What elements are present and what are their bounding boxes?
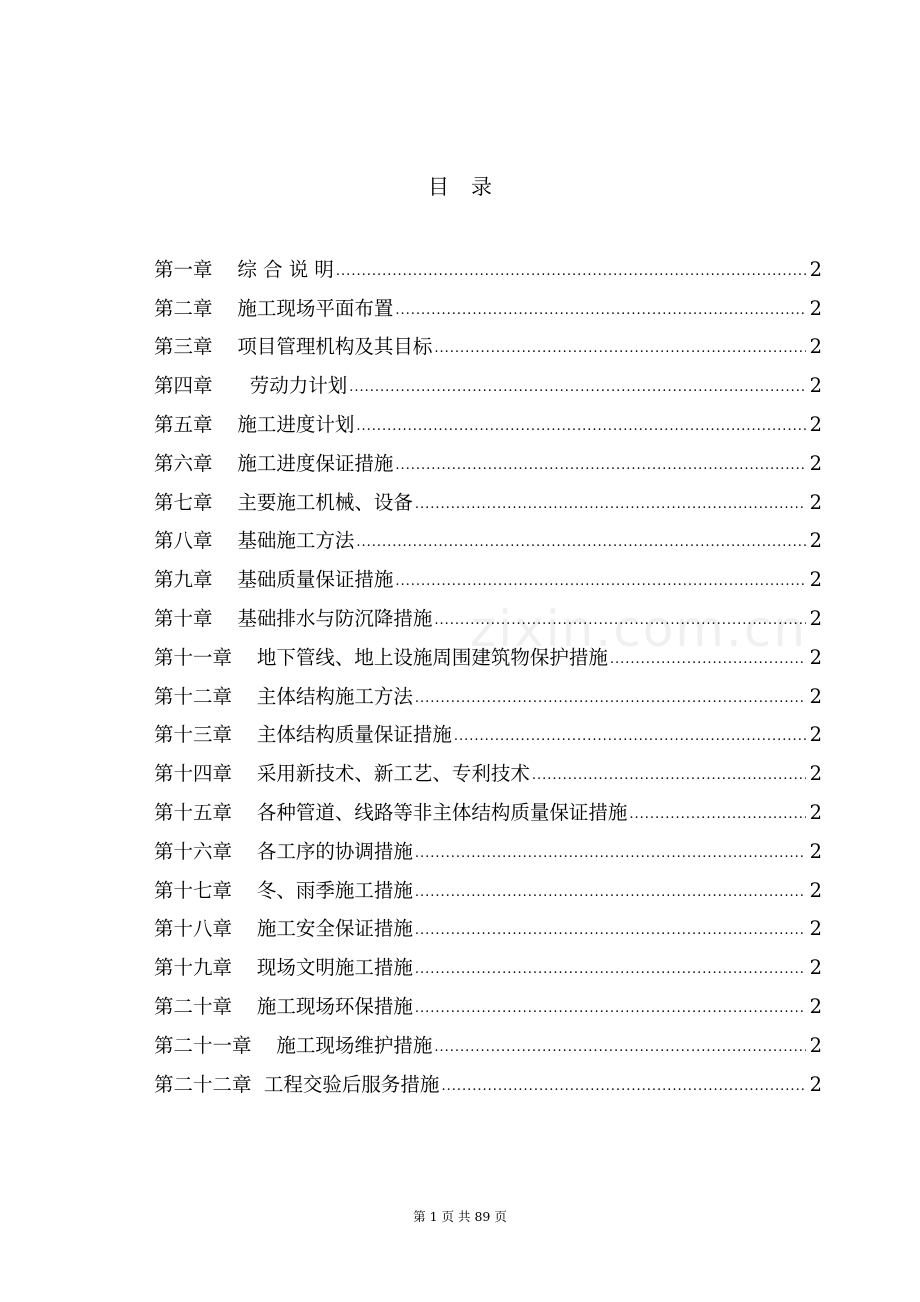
dot-leader: [532, 769, 806, 782]
toc-chapter-title: 基础排水与防沉降措施: [237, 606, 433, 630]
toc-page-number: 2: [809, 994, 822, 1018]
toc-page-number: 2: [809, 529, 822, 553]
dot-leader: [395, 575, 806, 588]
toc-chapter-number: 第八章: [154, 529, 213, 553]
title-char-1: 目: [428, 175, 449, 199]
toc-gap: [213, 335, 238, 359]
toc-chapter-title: 主体结构施工方法: [256, 684, 413, 708]
toc-page-number: 2: [809, 1072, 822, 1096]
toc-chapter-title: 劳动力计划: [249, 374, 348, 398]
toc-page-number: 2: [809, 568, 822, 592]
toc-gap: [213, 297, 238, 321]
toc-entry[interactable]: [154, 476, 822, 515]
toc-chapter-number: 第九章: [154, 568, 213, 592]
toc-chapter-title: 主要施工机械、设备: [237, 490, 413, 514]
toc-chapter-title: 施工进度计划: [237, 412, 355, 436]
toc-chapter-number: 第二十章: [154, 994, 233, 1018]
watermark: zixin.com.cn: [470, 600, 808, 658]
toc-gap: [213, 529, 238, 553]
page-title: [0, 171, 920, 201]
toc-chapter-title: 各种管道、线路等非主体结构质量保证措施: [256, 800, 628, 824]
toc-entry[interactable]: [154, 321, 822, 360]
toc-chapter-title: 施工现场维护措施: [276, 1033, 433, 1057]
toc-page-number: 2: [809, 645, 822, 669]
toc-entry[interactable]: [154, 786, 822, 825]
dot-leader: [454, 730, 806, 743]
toc-entry[interactable]: [154, 1058, 822, 1097]
toc-chapter-number: 第一章: [154, 257, 213, 281]
toc-chapter-number: 第十二章: [154, 684, 233, 708]
toc-chapter-title: 基础质量保证措施: [237, 568, 394, 592]
dot-leader: [415, 886, 806, 899]
toc-gap: [232, 840, 257, 864]
toc-page-number: 2: [809, 723, 822, 747]
toc-chapter-title: 现场文明施工措施: [256, 956, 413, 980]
toc-entry[interactable]: [154, 398, 822, 437]
dot-leader: [610, 653, 806, 666]
toc-page-number: 2: [809, 956, 822, 980]
toc-gap: [252, 1073, 264, 1097]
toc-gap: [213, 258, 238, 282]
toc-chapter-title: 项目管理机构及其目标: [237, 335, 433, 359]
toc-entry[interactable]: [154, 747, 822, 786]
dot-leader: [356, 536, 806, 549]
toc-chapter-number: 第十章: [154, 606, 213, 630]
toc-entry[interactable]: [154, 631, 822, 670]
toc-gap: [232, 685, 257, 709]
toc-entry[interactable]: [154, 243, 822, 282]
toc-chapter-number: 第四章: [154, 374, 213, 398]
dot-leader: [434, 1041, 806, 1054]
table-of-contents: [154, 243, 822, 1097]
toc-page-number: 2: [809, 296, 822, 320]
toc-entry[interactable]: [154, 553, 822, 592]
toc-chapter-title: 综 合 说 明: [237, 257, 334, 281]
toc-chapter-number: 第十七章: [154, 878, 233, 902]
toc-entry[interactable]: [154, 825, 822, 864]
toc-chapter-number: 第十五章: [154, 800, 233, 824]
toc-entry[interactable]: [154, 709, 822, 748]
toc-chapter-title: 工程交验后服务措施: [263, 1072, 440, 1096]
toc-page-number: 2: [809, 800, 822, 824]
toc-chapter-number: 第二章: [154, 296, 213, 320]
dot-leader: [415, 692, 806, 705]
dot-leader: [441, 1080, 806, 1093]
toc-entry[interactable]: [154, 941, 822, 980]
toc-page-number: 2: [809, 451, 822, 475]
dot-leader: [415, 924, 806, 937]
toc-entry[interactable]: [154, 980, 822, 1019]
dot-leader: [395, 459, 806, 472]
toc-chapter-title: 各工序的协调措施: [256, 839, 413, 863]
toc-chapter-title: 施工现场环保措施: [256, 994, 413, 1018]
toc-chapter-title: 施工现场平面布置: [237, 296, 394, 320]
dot-leader: [434, 614, 806, 627]
toc-gap: [232, 879, 257, 903]
toc-gap: [213, 491, 238, 515]
toc-page-number: 2: [809, 917, 822, 941]
dot-leader: [415, 498, 806, 511]
toc-chapter-title: 主体结构质量保证措施: [256, 723, 452, 747]
toc-gap: [252, 1034, 277, 1058]
toc-gap: [213, 452, 238, 476]
toc-page-number: 2: [809, 257, 822, 281]
toc-chapter-number: 第十一章: [154, 645, 233, 669]
toc-gap: [232, 723, 257, 747]
page-footer: 第 1 页 共 89 页: [413, 1209, 507, 1224]
toc-chapter-number: 第七章: [154, 490, 213, 514]
toc-page-number: 2: [809, 684, 822, 708]
dot-leader: [395, 304, 806, 317]
toc-gap: [213, 413, 238, 437]
toc-chapter-title: 施工进度保证措施: [237, 451, 394, 475]
toc-chapter-title: 基础施工方法: [237, 529, 355, 553]
dot-leader: [629, 808, 806, 821]
dot-leader: [415, 963, 806, 976]
toc-gap: [232, 995, 257, 1019]
toc-gap: [213, 607, 238, 631]
toc-chapter-number: 第五章: [154, 412, 213, 436]
toc-page-number: 2: [809, 374, 822, 398]
toc-entry[interactable]: [154, 359, 822, 398]
toc-entry[interactable]: [154, 437, 822, 476]
toc-page-number: 2: [809, 412, 822, 436]
toc-chapter-number: 第十三章: [154, 723, 233, 747]
toc-chapter-title: 采用新技术、新工艺、专利技术: [256, 762, 530, 786]
toc-entry[interactable]: [154, 592, 822, 631]
toc-chapter-number: 第三章: [154, 335, 213, 359]
toc-chapter-title: 地下管线、地上设施周围建筑物保护措施: [256, 645, 608, 669]
toc-page-number: 2: [809, 1033, 822, 1057]
toc-gap: [232, 801, 257, 825]
toc-chapter-number: 第十九章: [154, 956, 233, 980]
toc-chapter-number: 第二十一章: [154, 1033, 252, 1057]
toc-chapter-number: 第六章: [154, 451, 213, 475]
toc-page-number: 2: [809, 490, 822, 514]
toc-gap: [232, 646, 257, 670]
toc-gap: [213, 374, 250, 398]
dot-leader: [415, 847, 806, 860]
toc-gap: [213, 568, 238, 592]
toc-entry[interactable]: [154, 903, 822, 942]
toc-entry[interactable]: [154, 670, 822, 709]
toc-entry[interactable]: [154, 282, 822, 321]
toc-page-number: 2: [809, 839, 822, 863]
dot-leader: [349, 381, 806, 394]
toc-page-number: 2: [809, 335, 822, 359]
toc-chapter-number: 第十六章: [154, 839, 233, 863]
toc-entry[interactable]: [154, 1019, 822, 1058]
toc-page-number: 2: [809, 606, 822, 630]
toc-chapter-title: 施工安全保证措施: [256, 917, 413, 941]
toc-gap: [232, 917, 257, 941]
dot-leader: [336, 265, 806, 278]
toc-chapter-title: 冬、雨季施工措施: [256, 878, 413, 902]
toc-chapter-number: 第十四章: [154, 762, 233, 786]
toc-entry[interactable]: [154, 864, 822, 903]
dot-leader: [356, 420, 806, 433]
toc-page-number: 2: [809, 878, 822, 902]
toc-chapter-number: 第二十二章: [154, 1072, 252, 1096]
dot-leader: [434, 342, 806, 355]
toc-gap: [232, 956, 257, 980]
toc-entry[interactable]: [154, 515, 822, 554]
toc-page-number: 2: [809, 762, 822, 786]
title-char-2: 录: [471, 175, 492, 199]
toc-gap: [232, 762, 257, 786]
toc-chapter-number: 第十八章: [154, 917, 233, 941]
dot-leader: [415, 1002, 806, 1015]
